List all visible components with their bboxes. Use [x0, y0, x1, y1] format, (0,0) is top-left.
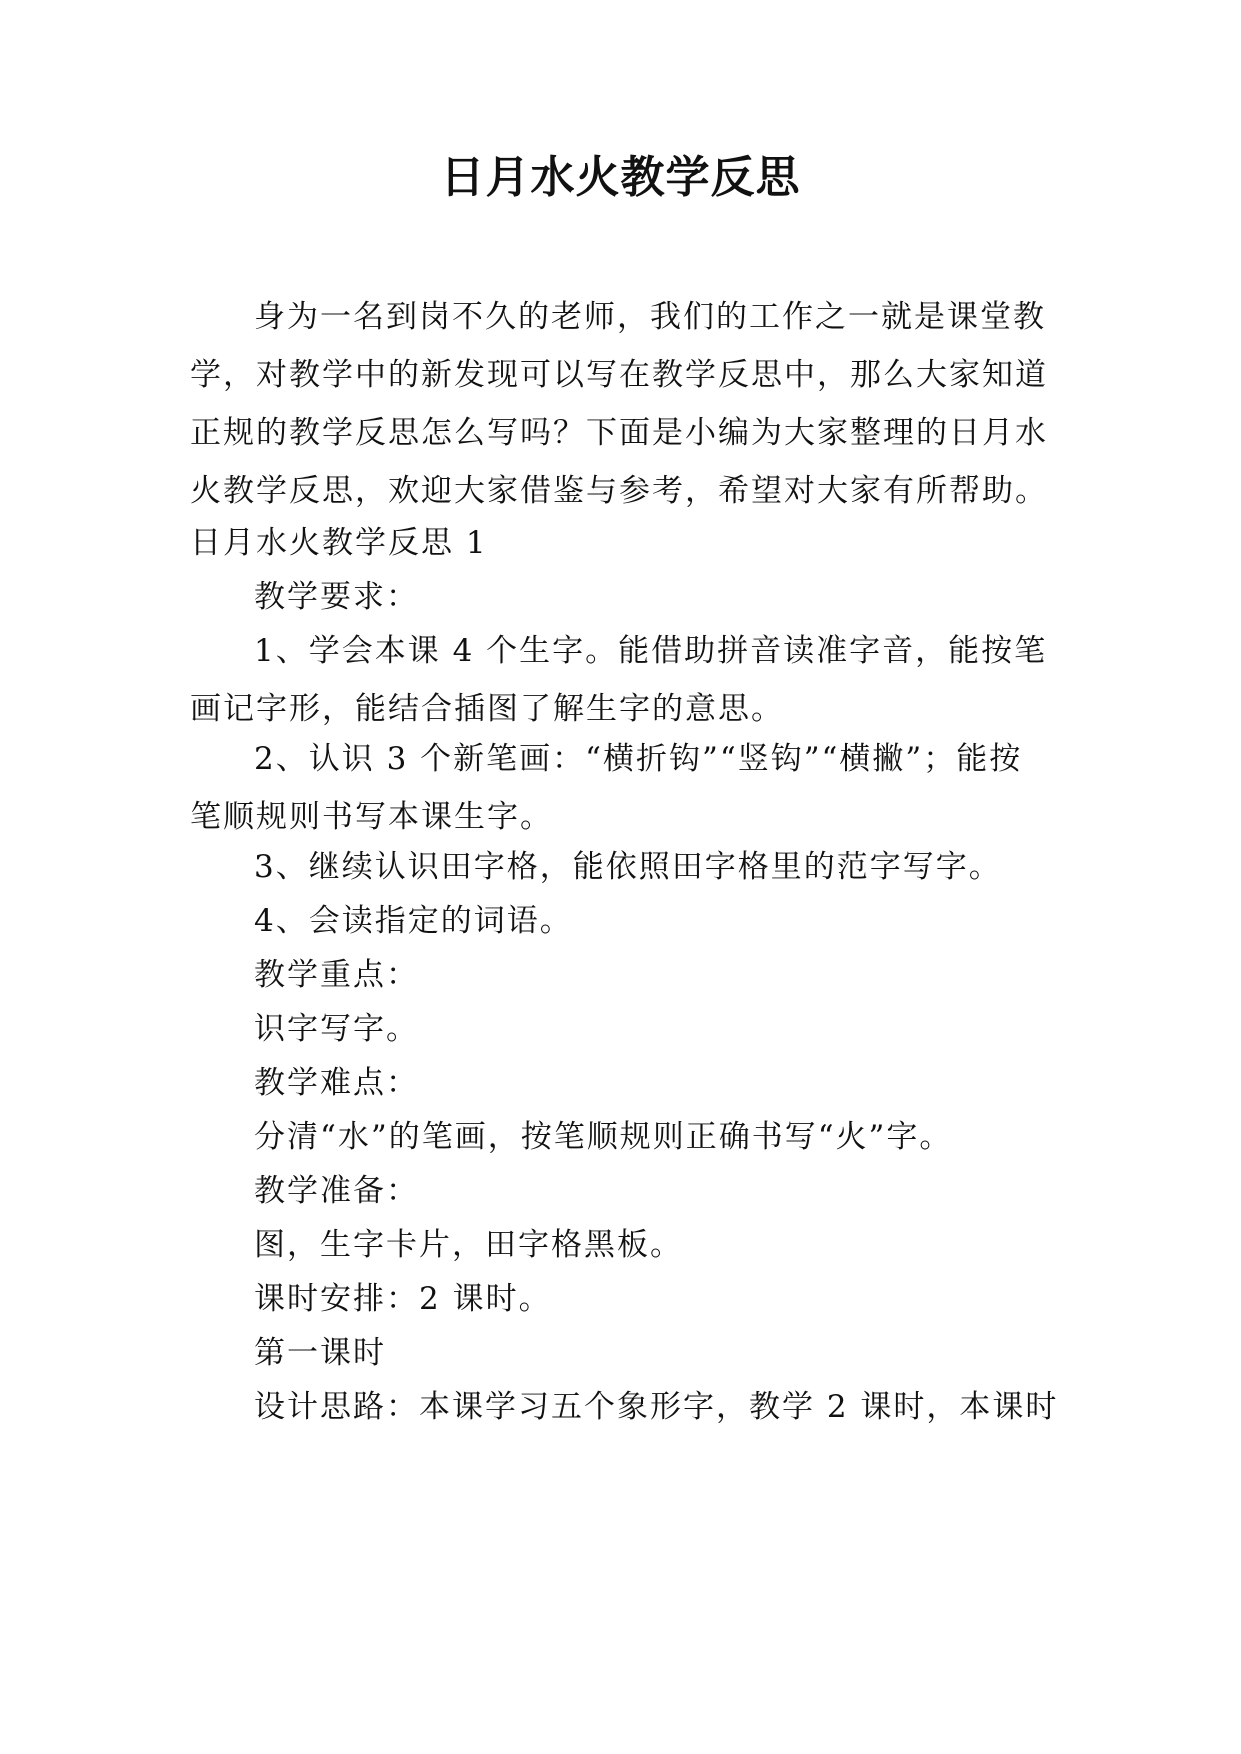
paragraph-teaching-preparation: 教学准备：: [254, 1173, 419, 1209]
paragraph-first-lesson: 第一课时: [254, 1335, 386, 1371]
paragraph-preparation-content: 图，生字卡片，田字格黑板。: [254, 1227, 683, 1263]
paragraph-teaching-focus: 教学重点：: [254, 957, 419, 993]
page-title: 日月水火教学反思: [440, 152, 801, 203]
paragraph-requirement-1: 1、学会本课 4 个生字。能借助拼音读准字音，能按笔画记字形，能结合插图了解生字的意思。: [190, 633, 1048, 727]
paragraph-teaching-requirements: 教学要求：: [254, 579, 419, 615]
paragraph-requirement-4: 4、会读指定的词语。: [254, 903, 573, 939]
paragraph-design-idea: 设计思路：本课学习五个象形字，教学 2 课时，本课时: [254, 1389, 1059, 1425]
paragraph-focus-content: 识字写字。: [254, 1011, 419, 1047]
paragraph-difficulty-content: 分清“水”的笔画，按笔顺规则正确书写“火”字。: [254, 1119, 953, 1155]
paragraph-requirement-3: 3、继续认识田字格，能依照田字格里的范字写字。: [254, 849, 1002, 885]
paragraph-schedule: 课时安排：2 课时。: [254, 1281, 552, 1317]
paragraph-teaching-difficulty: 教学难点：: [254, 1065, 419, 1101]
paragraph-requirement-2: 2、认识 3 个新笔画：“横折钩”“竖钩”“横撇”；能按笔顺规则书写本课生字。: [190, 741, 1023, 835]
section-heading: 日月水火教学反思 1: [190, 525, 488, 561]
intro-paragraph: 身为一名到岗不久的老师，我们的工作之一就是课堂教学，对教学中的新发现可以写在教学反思中，那么大家知道正规的教学反思怎么写吗？下面是小编为大家整理的日月水火教学反思，欢迎大家借鉴与参考，希望对大家有所帮助。: [190, 299, 1048, 509]
